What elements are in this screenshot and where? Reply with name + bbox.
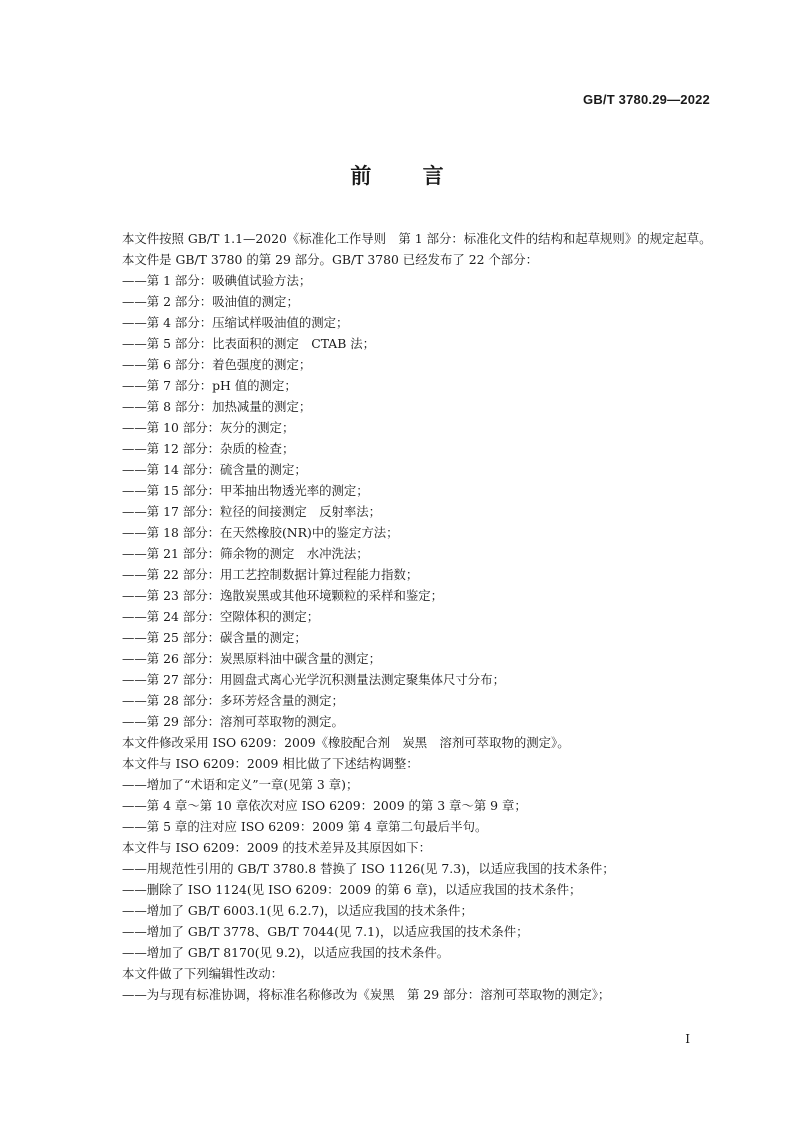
list-item: ——第 21 部分：筛余物的测定 水冲洗法；: [122, 546, 369, 561]
list-item: ——第 25 部分：碳含量的测定；: [122, 630, 307, 645]
list-item: ——第 28 部分：多环芳烃含量的测定；: [122, 693, 344, 708]
paragraph: 本文件是 GB/T 3780 的第 29 部分。GB/T 3780 已经发布了 22 个部分：: [122, 252, 538, 267]
list-item: ——增加了“术语和定义”一章(见第 3 章)；: [122, 777, 359, 792]
paragraph: 本文件与 ISO 6209：2009 的技术差异及其原因如下：: [122, 840, 432, 855]
paragraph: 本文件做了下列编辑性改动：: [122, 966, 284, 981]
foreword-body: [96, 228, 712, 1005]
list-item: ——第 6 部分：着色强度的测定；: [122, 357, 312, 372]
list-item: ——增加了 GB/T 6003.1(见 6.2.7)，以适应我国的技术条件；: [122, 903, 473, 918]
list-item: ——第 29 部分：溶剂可萃取物的测定。: [122, 714, 344, 729]
list-item: ——第 5 部分：比表面积的测定 CTAB 法；: [122, 336, 376, 351]
list-item: ——第 27 部分：用圆盘式离心光学沉积测量法测定聚集体尺寸分布；: [122, 672, 505, 687]
list-item: ——第 14 部分：硫含量的测定；: [122, 462, 307, 477]
list-item: ——第 5 章的注对应 ISO 6209：2009 第 4 章第二句最后半句。: [122, 819, 488, 834]
paragraph: 本文件按照 GB/T 1.1—2020《标准化工作导则 第 1 部分：标准化文件的结构和起草规则》的规定起草。: [122, 231, 712, 246]
paragraph: 本文件与 ISO 6209：2009 相比做了下述结构调整：: [122, 756, 419, 771]
list-item: ——第 10 部分：灰分的测定；: [122, 420, 295, 435]
list-item: ——第 4 章～第 10 章依次对应 ISO 6209：2009 的第 3 章～第 9 章；: [122, 798, 527, 813]
list-item: ——第 2 部分：吸油值的测定；: [122, 294, 299, 309]
list-item: ——增加了 GB/T 3778、GB/T 7044(见 7.1)，以适应我国的技术条件；: [122, 924, 529, 939]
list-item: ——增加了 GB/T 8170(见 9.2)，以适应我国的技术条件。: [122, 945, 450, 960]
list-item: ——第 26 部分：炭黑原料油中碳含量的测定；: [122, 651, 382, 666]
list-item: ——第 1 部分：吸碘值试验方法；: [122, 273, 312, 288]
list-item: ——第 12 部分：杂质的检查；: [122, 441, 295, 456]
page-title: 前 言: [350, 164, 466, 188]
list-item: ——为与现有标准协调，将标准名称修改为《炭黑 第 29 部分：溶剂可萃取物的测定》；: [122, 987, 611, 1002]
list-item: ——第 22 部分：用工艺控制数据计算过程能力指数；: [122, 567, 419, 582]
list-item: ——用规范性引用的 GB/T 3780.8 替换了 ISO 1126(见 7.3)，以适应我国的技术条件；: [122, 861, 615, 876]
page-number: I: [685, 1032, 690, 1046]
list-item: ——第 7 部分：pH 值的测定；: [122, 378, 297, 393]
list-item: ——第 18 部分：在天然橡胶(NR)中的鉴定方法；: [122, 525, 399, 540]
list-item: ——第 23 部分：逸散炭黑或其他环境颗粒的采样和鉴定；: [122, 588, 444, 603]
list-item: ——第 15 部分：甲苯抽出物透光率的测定；: [122, 483, 369, 498]
list-item: ——第 4 部分：压缩试样吸油值的测定；: [122, 315, 349, 330]
list-item: ——第 24 部分：空隙体积的测定；: [122, 609, 320, 624]
list-item: ——第 17 部分：粒径的间接测定 反射率法；: [122, 504, 382, 519]
paragraph: 本文件修改采用 ISO 6209：2009《橡胶配合剂 炭黑 溶剂可萃取物的测定》。: [122, 735, 570, 750]
list-item: ——第 8 部分：加热减量的测定；: [122, 399, 312, 414]
list-item: ——删除了 ISO 1124(见 ISO 6209：2009 的第 6 章)，以适应我国的技术条件；: [122, 882, 582, 897]
standard-code: GB/T 3780.29—2022: [583, 92, 710, 107]
